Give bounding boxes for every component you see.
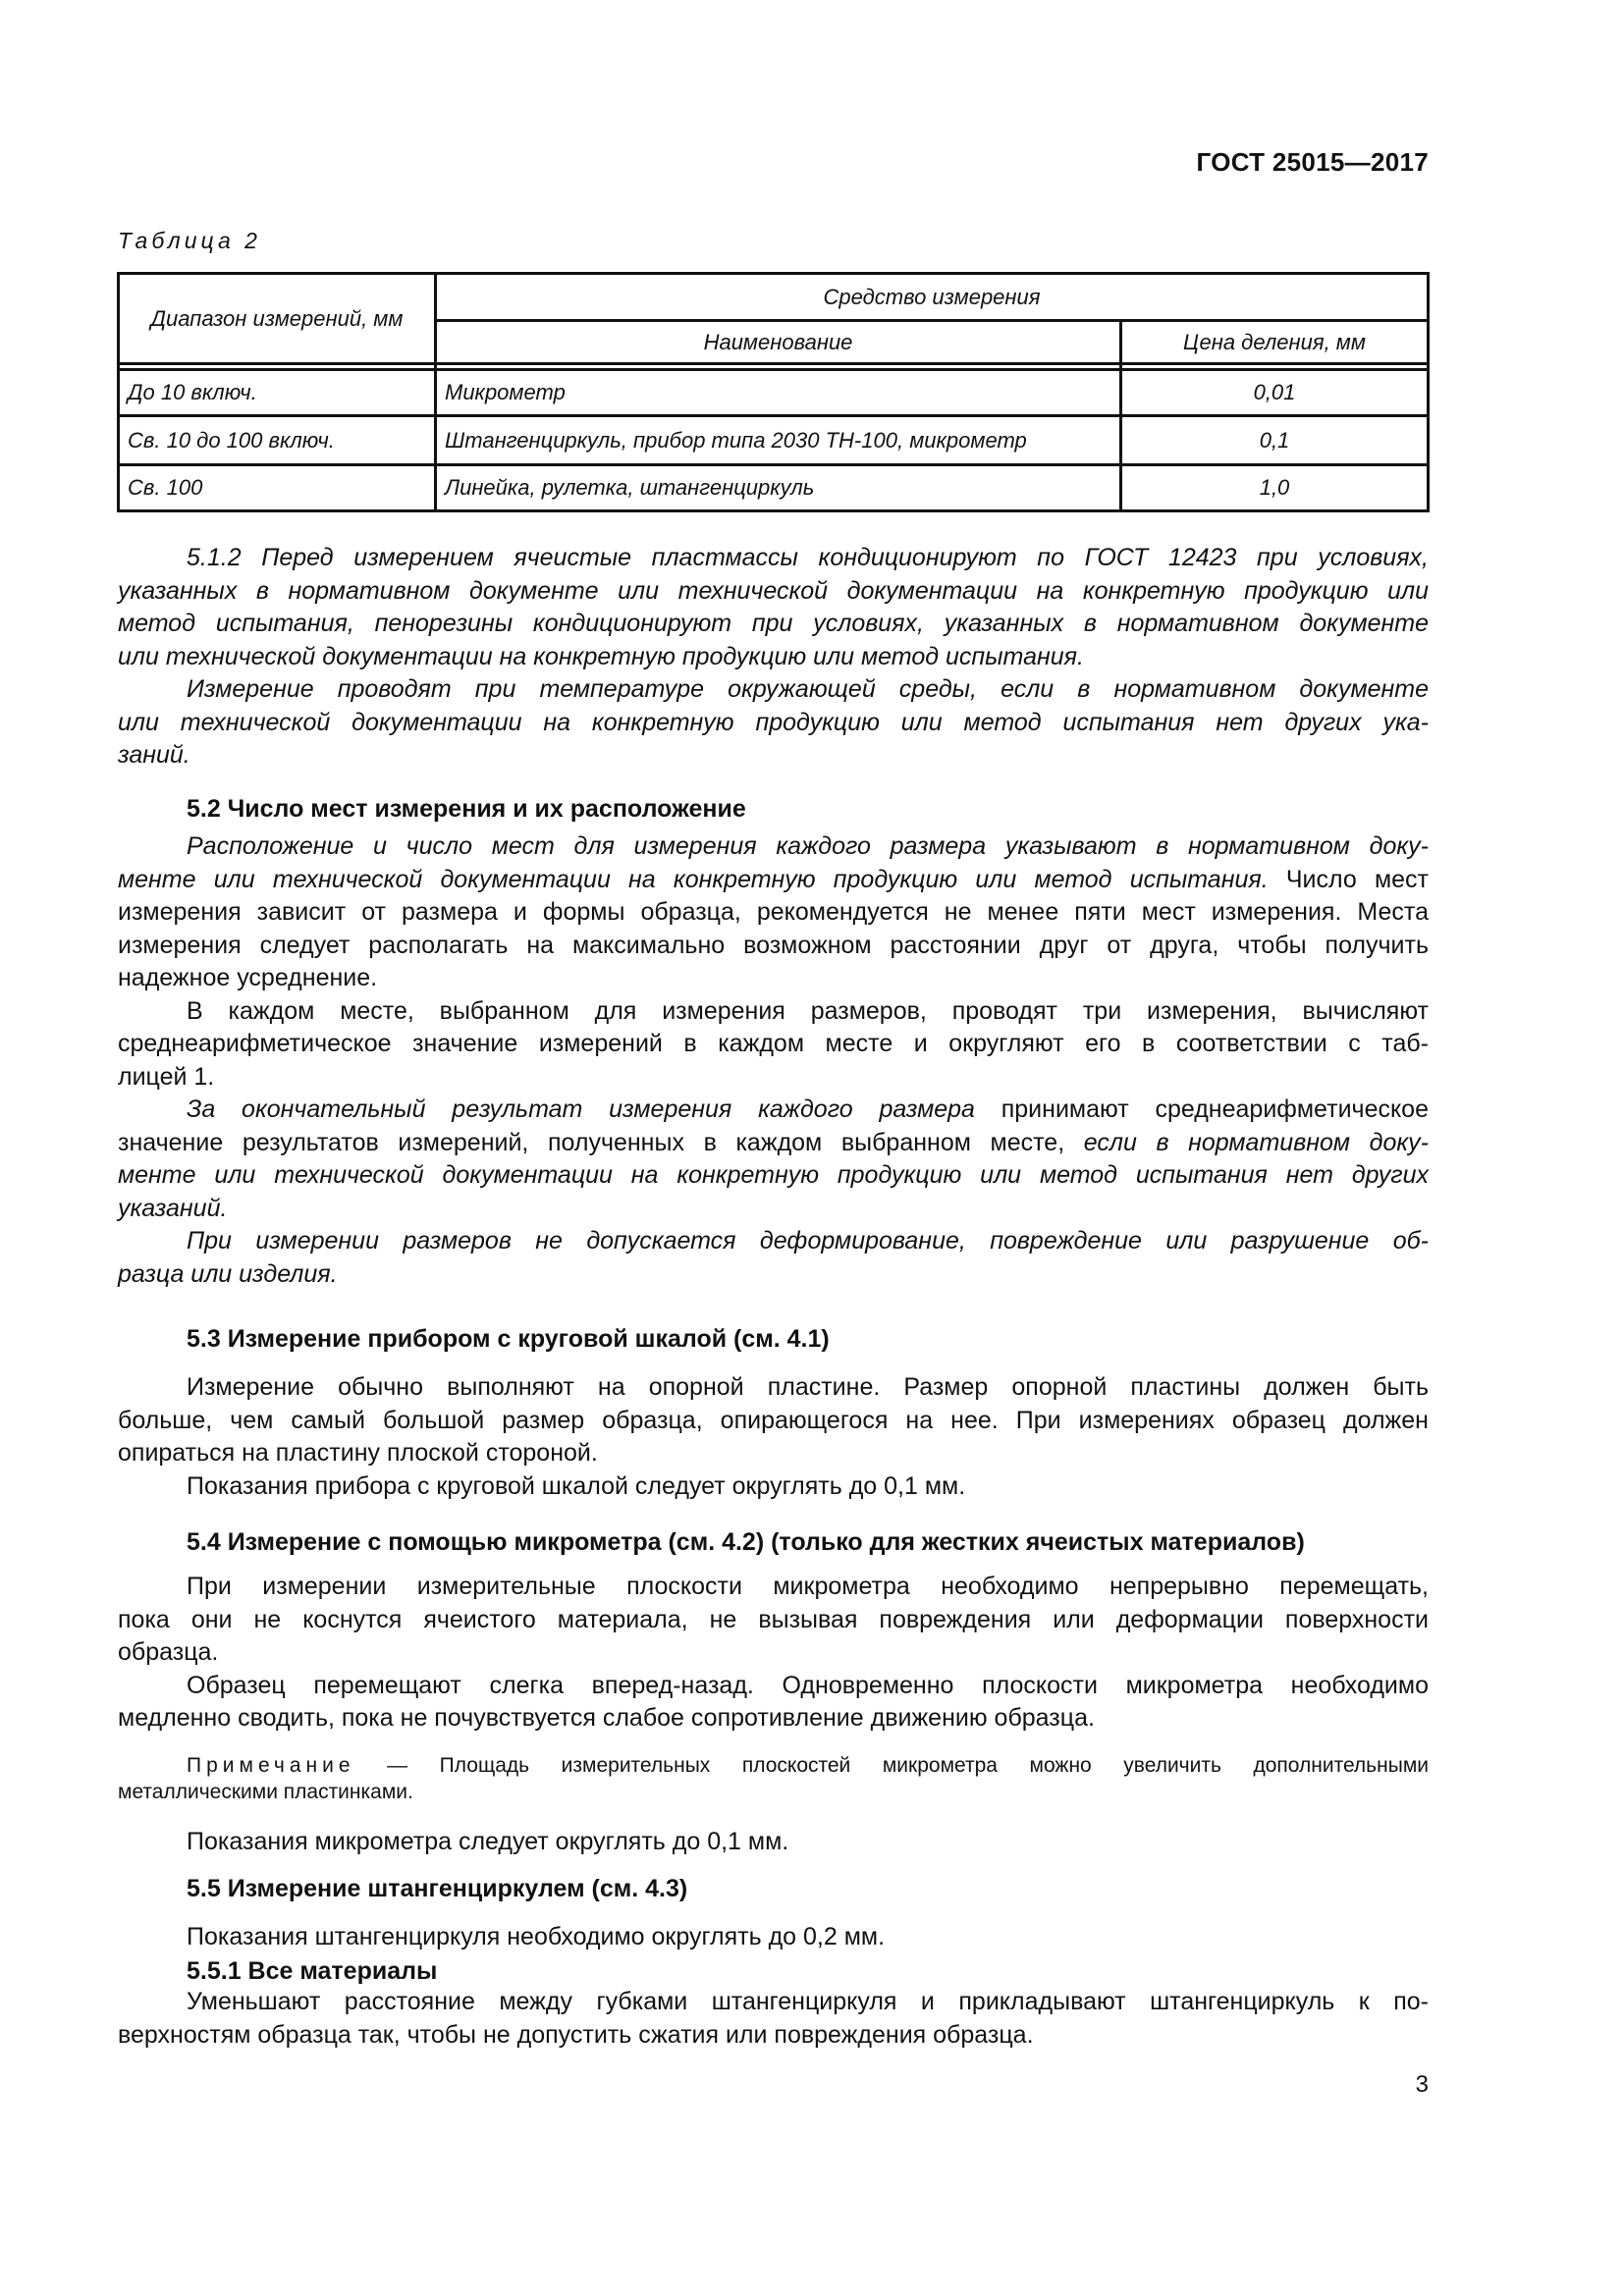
paragraph-line: 5.1.2 Перед измерением ячеистые пластмассы кондиционируют по ГОСТ 12423 при условиях, — [187, 544, 1429, 571]
cell-name: Штангенциркуль, прибор типа 2030 ТН-100, микрометр — [445, 427, 1027, 453]
paragraph-line: указаний. — [118, 1195, 228, 1222]
note-line — [187, 1753, 1429, 1779]
paragraph-line: измерения зависит от размера и формы образца, рекомендуется не менее пяти мест измерения. Места — [118, 898, 1429, 926]
table-caption: Таблица 2 — [118, 228, 261, 253]
document-code: ГОСТ 25015—2017 — [1196, 147, 1429, 177]
plain-fragment: принимают среднеарифметическое — [974, 1095, 1429, 1123]
paragraph-line: или технической документации на конкретную продукцию или метод испытания нет других ука- — [118, 709, 1429, 736]
paragraph-line: медленно сводить, пока не почувствуется слабое сопротивление движению образца. — [118, 1704, 1095, 1732]
page-number: 3 — [1415, 2071, 1429, 2098]
paragraph-line: Уменьшают расстояние между губками штангенциркуля и прикладывают штангенциркуль к по- — [187, 1988, 1429, 2015]
paragraph-line: лицей 1. — [118, 1063, 215, 1091]
paragraph-line: больше, чем самый большой размер образца, опирающегося на нее. При измерениях образец должен — [118, 1407, 1429, 1434]
paragraph-line: опираться на пластину плоской стороной. — [118, 1439, 598, 1467]
header-divider-a — [117, 362, 1430, 365]
paragraph-line: Расположение и число мест для измерения каждого размера указывают в нормативном доку- — [187, 832, 1429, 860]
paragraph-line: верхностям образца так, чтобы не допустить сжатия или повреждения образца. — [118, 2021, 1034, 2049]
paragraph-line: или технической документации на конкретную продукцию или метод испытания. — [118, 643, 1084, 670]
paragraph-line: Показания прибора с круговой шкалой следует округлять до 0,1 мм. — [187, 1472, 966, 1500]
header-name: Наименование — [703, 329, 853, 354]
paragraph-line: Измерение обычно выполняют на опорной пластине. Размер опорной пластины должен быть — [187, 1373, 1429, 1401]
note-label: Примечание — [187, 1754, 355, 1777]
cell-division: 1,0 — [1259, 475, 1290, 500]
section-heading: 5.2 Число мест измерения и их расположение — [187, 795, 746, 823]
section-heading: 5.4 Измерение с помощью микрометра (см. 4.2) (только для жестких ячеистых материалов) — [187, 1528, 1305, 1556]
paragraph-line: пока они не коснутся ячеистого материала, не вызывая повреждения или деформации поверхности — [118, 1606, 1429, 1633]
paragraph-line: измерения следует располагать на максимально возможном расстоянии друг от друга, чтобы получить — [118, 932, 1429, 959]
paragraph-line: указанных в нормативном документе или технической документации на конкретную продукцию или — [118, 577, 1429, 605]
header-division: Цена деления, мм — [1183, 329, 1366, 354]
paragraph-line: При измерении измерительные плоскости микрометра необходимо непрерывно перемещать, — [187, 1573, 1429, 1600]
cell-name: Микрометр — [445, 380, 566, 404]
paragraph-line: Показания микрометра следует округлять до 0,1 мм. — [187, 1828, 789, 1855]
cell-range: Св. 10 до 100 включ. — [128, 427, 335, 453]
cell-range: Св. 100 — [128, 475, 203, 500]
note-text: — Площадь измерительных плоскостей микрометра можно увеличить дополнительными — [354, 1754, 1429, 1777]
paragraph-line: В каждом месте, выбранном для измерения размеров, проводят три измерения, вычисляют — [187, 997, 1429, 1025]
cell-name: Линейка, рулетка, штангенциркуль — [445, 475, 815, 500]
paragraph-line: образца. — [118, 1638, 219, 1666]
paragraph-line: метод испытания, пенорезины кондиционируют при условиях, указанных в нормативном документе — [118, 610, 1429, 637]
measurement-instruments-table — [117, 272, 1430, 512]
paragraph-line: среднеарифметическое значение измерений в каждом месте и округляют его в соответствии с таб- — [118, 1030, 1429, 1057]
paragraph-line: заний. — [118, 741, 190, 769]
italic-fragment: если в нормативном доку- — [1083, 1129, 1429, 1156]
table-border-right — [1427, 272, 1430, 512]
cell-division: 0,1 — [1259, 427, 1290, 453]
paragraph-line: При измерении размеров не допускается деформирование, повреждение или разрушение об- — [187, 1227, 1429, 1255]
paragraph-line — [187, 1095, 1429, 1124]
plain-fragment: Число мест — [1268, 866, 1429, 893]
paragraph-line: Образец перемещают слегка вперед-назад. Одновременно плоскости микрометра необходимо — [187, 1672, 1429, 1699]
paragraph-line: Показания штангенциркуля необходимо округлять до 0,2 мм. — [187, 1923, 886, 1950]
italic-fragment: менте или технической документации на конкретную продукцию или метод испытания. — [118, 866, 1269, 893]
paragraph-line: менте или технической документации на конкретную продукцию или метод испытания нет других — [118, 1161, 1429, 1189]
paragraph-line: разца или изделия. — [118, 1260, 338, 1288]
cell-range: До 10 включ. — [128, 380, 257, 404]
subsection-heading: 5.5.1 Все материалы — [187, 1957, 438, 1985]
plain-fragment: значение результатов измерений, полученных в каждом выбранном месте, — [118, 1129, 1084, 1156]
header-instrument-group: Средство измерения — [823, 284, 1041, 309]
paragraph-line — [118, 1128, 1429, 1157]
table-border-bottom — [117, 509, 1430, 512]
italic-fragment: За окончательный результат измерения каждого размера — [187, 1095, 975, 1123]
section-heading: 5.3 Измерение прибором с круговой шкалой (см. 4.1) — [187, 1325, 830, 1353]
paragraph-line — [118, 865, 1429, 894]
header-range: Диапазон измерений, мм — [150, 305, 404, 331]
cell-division: 0,01 — [1253, 380, 1296, 404]
section-heading: 5.5 Измерение штангенциркулем (см. 4.3) — [187, 1875, 688, 1902]
paragraph-line: Измерение проводят при температуре окружающей среды, если в нормативном документе — [187, 675, 1429, 703]
paragraph-line: надежное усреднение. — [118, 964, 378, 991]
note-line: металлическими пластинками. — [118, 1781, 413, 1803]
